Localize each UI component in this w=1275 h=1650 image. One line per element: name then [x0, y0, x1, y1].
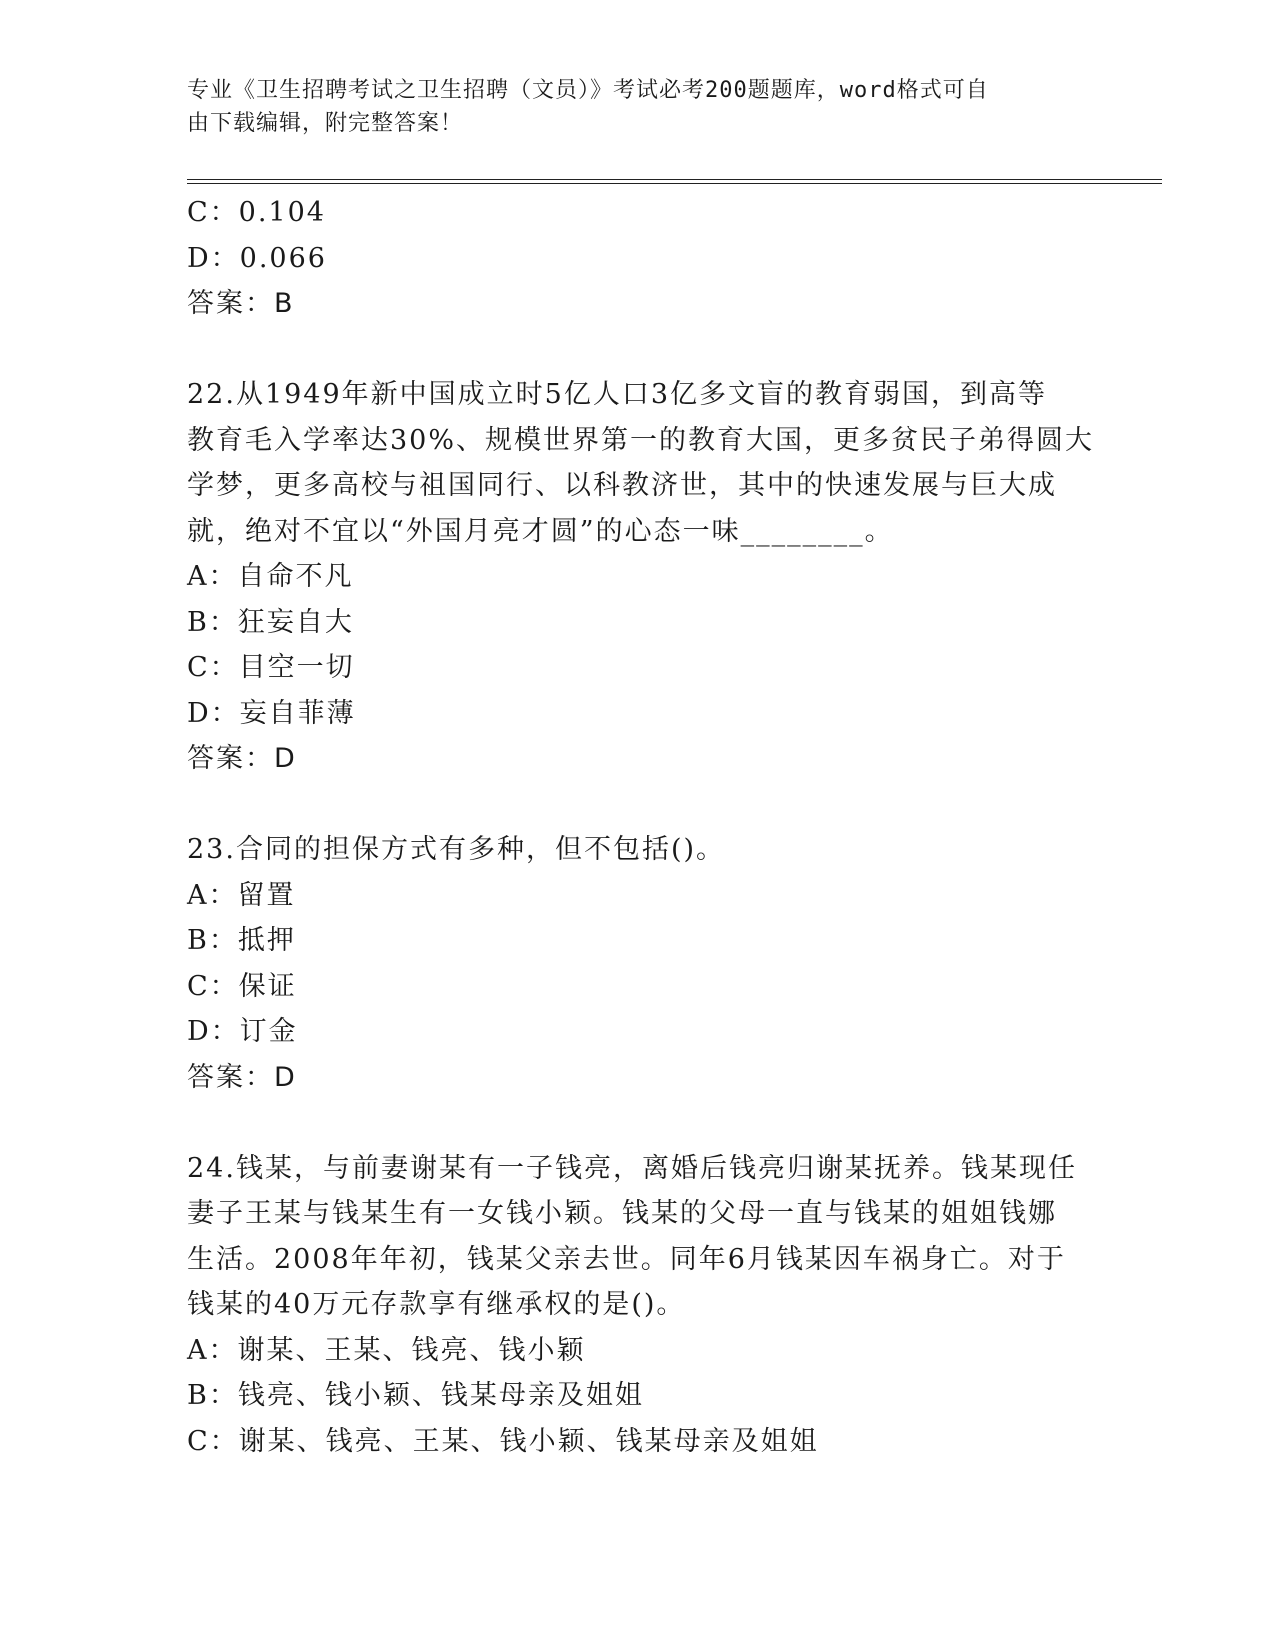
- q23-option-c: C：保证: [187, 970, 297, 1002]
- header-line-2: 由下载编辑，附完整答案！: [187, 111, 464, 136]
- spacer: [187, 1100, 1087, 1146]
- question-22: [187, 372, 1095, 782]
- q21-option-d: D：0.066: [187, 242, 327, 274]
- q24-stem-line: 生活。2008年年初，钱某父亲去世。同年6月钱某因车祸身亡。对于: [187, 1243, 1066, 1275]
- q22-stem-line: 教育毛入学率达30%、规模世界第一的教育大国，更多贫民子弟得圆大: [187, 424, 1095, 456]
- question-24: [187, 1146, 1087, 1465]
- q22-stem-line: 就，绝对不宜以“外国月亮才圆”的心态一味________。: [187, 515, 894, 547]
- spacer: [187, 782, 1087, 828]
- q24-stem-line: 钱某的40万元存款享有继承权的是()。: [187, 1289, 686, 1320]
- q22-option-a: A：自命不凡: [187, 561, 354, 592]
- q23-stem: 23.合同的担保方式有多种，但不包括()。: [187, 834, 726, 865]
- q23-option-a: A：留置: [187, 879, 296, 911]
- q24-option-a: A：谢某、王某、钱亮、钱小颖: [187, 1334, 586, 1366]
- q24-option-c: C：谢某、钱亮、王某、钱小颖、钱某母亲及姐姐: [187, 1425, 819, 1457]
- q22-stem-line: 学梦，更多高校与祖国同行、以科教济世，其中的快速发展与巨大成: [187, 470, 1057, 501]
- spacer: [187, 327, 1087, 373]
- question-content: [187, 190, 1095, 1464]
- q22-stem-line: 22.从1949年新中国成立时5亿人口3亿多文盲的教育弱国，到高等: [187, 379, 1048, 410]
- q21-answer: 答案：B: [187, 288, 295, 319]
- question-23: [187, 827, 1087, 1100]
- q24-stem-line: 妻子王某与钱某生有一女钱小颖。钱某的父母一直与钱某的姐姐钱娜: [187, 1198, 1057, 1229]
- q21-option-c: C：0.104: [187, 197, 326, 228]
- q23-option-d: D：订金: [187, 1016, 298, 1047]
- header-line-1: 专业《卫生招聘考试之卫生招聘（文员）》考试必考200题题库，word格式可自: [187, 78, 989, 103]
- q22-option-c: C：目空一切: [187, 652, 355, 683]
- q24-stem-line: 24.钱某，与前妻谢某有一子钱亮，离婚后钱亮归谢某抚养。钱某现任: [187, 1152, 1077, 1184]
- q24-option-b: B：钱亮、钱小颖、钱某母亲及姐姐: [187, 1380, 644, 1411]
- header-divider-bottom: [187, 183, 1162, 184]
- q22-option-b: B：狂妄自大: [187, 606, 354, 638]
- q23-option-b: B：抵押: [187, 925, 296, 956]
- header-divider-top: [187, 179, 1162, 180]
- question-21-tail: [187, 190, 1087, 327]
- q22-option-d: D：妄自菲薄: [187, 697, 356, 729]
- q23-answer: 答案：D: [187, 1061, 297, 1093]
- q22-answer: 答案：D: [187, 743, 297, 774]
- document-header: [187, 74, 1067, 140]
